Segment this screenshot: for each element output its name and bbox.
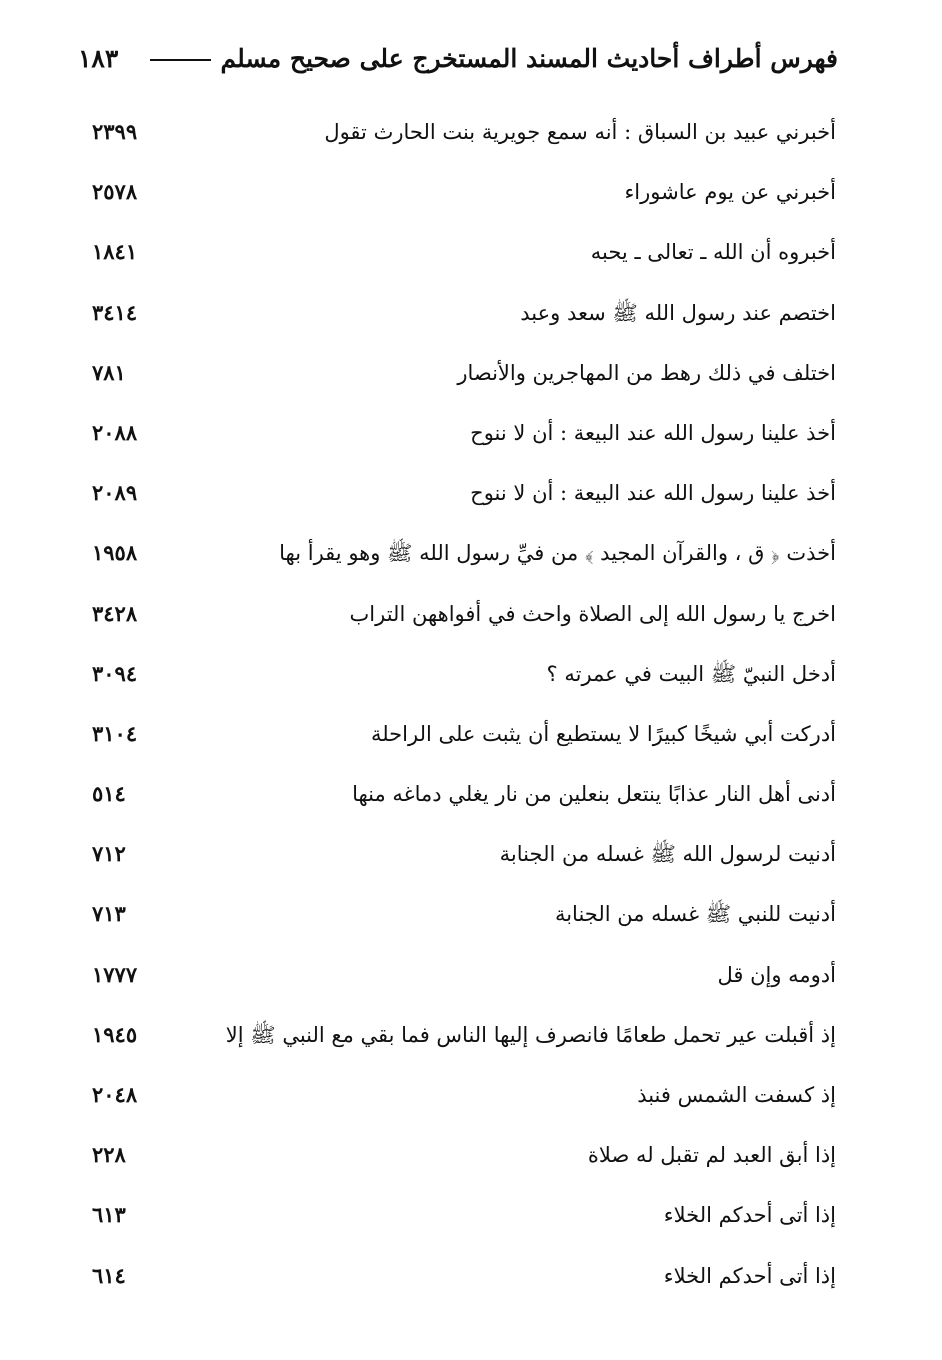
entry-number: ٢٠٤٨ — [92, 1082, 138, 1107]
index-entry — [0, 834, 942, 894]
index-entry — [0, 894, 942, 954]
index-entry — [0, 714, 942, 774]
entry-number: ٦١٣ — [92, 1202, 126, 1228]
index-entry — [0, 1195, 942, 1255]
page-title: فهرس أطراف أحاديث المسند المستخرج على صحيح مسلم — [220, 43, 838, 73]
entry-number: ٣٤٢٨ — [92, 600, 138, 626]
index-entries — [0, 112, 942, 1316]
entry-number: ٢٣٩٩ — [92, 119, 138, 144]
entry-text: أخبرني عن يوم عاشوراء — [624, 180, 836, 205]
entry-text: إذا أتى أحدكم الخلاء — [663, 1203, 836, 1228]
header-rule — [150, 59, 211, 61]
entry-number: ١٧٧٧ — [92, 961, 138, 987]
entry-number: ٣٠٩٤ — [92, 660, 138, 686]
index-entry — [0, 112, 942, 172]
index-entry — [0, 232, 942, 292]
entry-text: أدنى أهل النار عذابًا ينتعل بنعلين من نار يغلي دماغه منها — [352, 782, 836, 807]
index-entry — [0, 1075, 942, 1135]
entry-text: اخرج يا رسول الله إلى الصلاة واحث في أفواههن التراب — [349, 601, 836, 626]
entry-number: ٦١٤ — [92, 1262, 126, 1288]
index-entry — [0, 353, 942, 413]
entry-number: ٧٨١ — [92, 359, 126, 385]
entry-number: ٢٥٧٨ — [92, 179, 138, 205]
entry-number: ١٩٥٨ — [92, 540, 138, 566]
index-entry — [0, 293, 942, 353]
index-entry — [0, 1135, 942, 1195]
entry-text: أخذت ﴿ ق ، والقرآن المجيد ﴾ من فيِّ رسول الله ﷺ وهو يقرأ بها — [279, 541, 836, 566]
entry-text: أخبروه أن الله ـ تعالى ـ يحبه — [590, 240, 836, 265]
entry-number: ٣٤١٤ — [92, 299, 138, 325]
entry-text: إذا أتى أحدكم الخلاء — [663, 1263, 836, 1288]
index-entry — [0, 1015, 942, 1075]
index-entry — [0, 654, 942, 714]
index-entry — [0, 955, 942, 1015]
entry-text: أخذ علينا رسول الله عند البيعة : أن لا ننوح — [470, 481, 836, 506]
entry-text: إذ كسفت الشمس فنبذ — [637, 1083, 836, 1107]
entry-text: أدومه وإن قل — [717, 962, 836, 987]
index-entry — [0, 172, 942, 232]
entry-number: ٢٢٨ — [92, 1142, 126, 1168]
entry-number: ٣١٠٤ — [92, 720, 138, 746]
entry-number: ٢٠٨٨ — [92, 419, 138, 445]
page-header — [78, 38, 838, 78]
index-entry — [0, 1256, 942, 1316]
entry-number: ١٨٤١ — [92, 239, 138, 265]
index-entry — [0, 413, 942, 473]
entry-text: أدنيت للنبي ﷺ غسله من الجنابة — [554, 902, 836, 927]
entry-number: ٢٠٨٩ — [92, 480, 138, 506]
entry-number: ٥١٤ — [92, 781, 126, 807]
entry-text: اختلف في ذلك رهط من المهاجرين والأنصار — [457, 360, 836, 385]
index-entry — [0, 774, 942, 834]
entry-text: اختصم عند رسول الله ﷺ سعد وعبد — [520, 300, 836, 325]
entry-text: إذا أبق العبد لم تقبل له صلاة — [587, 1143, 836, 1168]
entry-number: ١٩٤٥ — [92, 1021, 138, 1047]
index-entry — [0, 473, 942, 533]
entry-text: أخبرني عبيد بن السباق : أنه سمع جويرية بنت الحارث تقول — [324, 120, 836, 144]
entry-text: إذ أقبلت عير تحمل طعامًا فانصرف إليها الناس فما بقي مع النبي ﷺ إلا — [225, 1022, 836, 1047]
entry-text: أدنيت لرسول الله ﷺ غسله من الجنابة — [499, 842, 836, 867]
entry-number: ٧١٢ — [92, 841, 126, 867]
entry-number: ٧١٣ — [92, 901, 126, 927]
index-entry — [0, 594, 942, 654]
entry-text: أخذ علينا رسول الله عند البيعة : أن لا ننوح — [470, 420, 836, 445]
page-number: ١٨٣ — [78, 43, 119, 73]
entry-text: أدخل النبيّ ﷺ البيت في عمرته ؟ — [546, 661, 836, 686]
entry-text: أدركت أبي شيخًا كبيرًا لا يستطيع أن يثبت على الراحلة — [370, 721, 836, 746]
index-entry — [0, 533, 942, 593]
